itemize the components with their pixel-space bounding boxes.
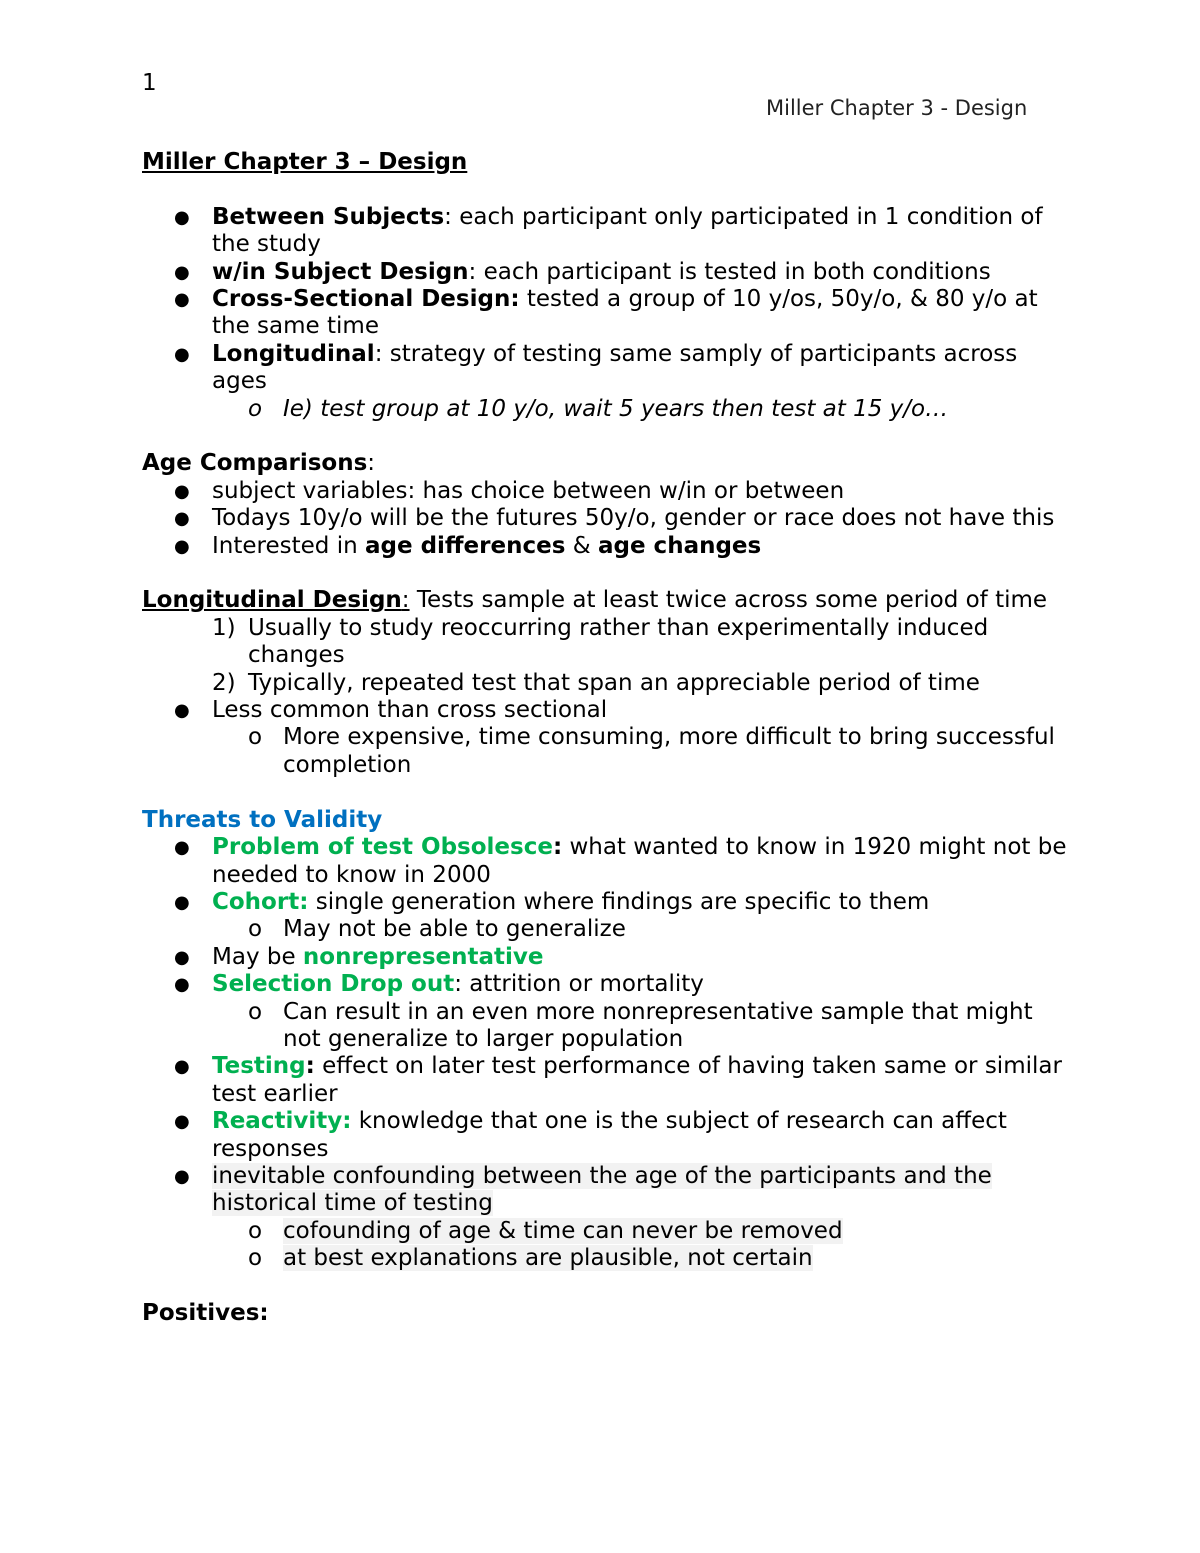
bullet-icon: ● [174,891,190,913]
page-number: 1 [142,70,157,96]
bullet-icon: ● [174,1111,190,1133]
bullet-icon: ● [174,508,190,530]
list-item: ● subject variables: has choice between w/in or between [174,477,845,504]
bullet-icon: ● [174,974,190,996]
list-item: ● Problem of test Obsolesce: what wanted to know in 1920 might not be needed to know in 2000 [174,834,1067,888]
sub-bullet-icon: o [248,724,263,751]
sub-bullet-icon: o [248,1217,263,1244]
sub-list-item: o Can result in an even more nonrepresentative sample that might not generalize to larger population [248,998,1033,1052]
section-heading-age: Age Comparisons: [142,450,376,477]
sub-bullet-icon: o [248,998,263,1025]
list-item: ● May be nonrepresentative [174,943,544,970]
section-heading-positives: Positives: [142,1299,269,1326]
sub-bullet-icon: o [248,916,263,943]
list-item: ● Interested in age differences & age changes [174,532,762,559]
list-item: ● w/in Subject Design: each participant is tested in both conditions [174,258,991,285]
running-header: Miller Chapter 3 - Design [766,96,1028,120]
sub-bullet-icon: o [248,395,263,422]
bullet-icon: ● [174,1056,190,1078]
bullet-icon: ● [174,261,190,283]
sub-list-item: o May not be able to generalize [248,916,626,943]
numbered-item: 2) Typically, repeated test that span an appreciable period of time [212,669,980,696]
list-item: ● Less common than cross sectional [174,697,608,724]
section-heading-threats: Threats to Validity [142,806,383,833]
list-item: ● Between Subjects: each participant only participated in 1 condition of the study [174,203,1043,258]
list-item: ● inevitable confounding between the age of the participants and the historical time of testing [174,1162,992,1217]
bullet-icon: ● [174,289,190,311]
list-item: ● Cross-Sectional Design: tested a group of 10 y/os, 50y/o, & 80 y/o at the same time [174,286,1038,340]
document-title: Miller Chapter 3 – Design [142,149,468,175]
bullet-icon: ● [174,343,190,365]
bullet-icon: ● [174,946,190,968]
bullet-icon: ● [174,206,190,228]
list-item: ● Reactivity: knowledge that one is the subject of research can affect responses [174,1108,1007,1162]
sub-bullet-icon: o [248,1245,263,1272]
bullet-icon: ● [174,480,190,502]
sub-list-item: o at best explanations are plausible, not certain [248,1245,813,1272]
sub-list-item: o More expensive, time consuming, more difficult to bring successful completion [248,724,1055,778]
list-item: ● Todays 10y/o will be the futures 50y/o, gender or race does not have this [174,505,1055,532]
section-heading-longitudinal: Longitudinal Design: Tests sample at least twice across some period of time [142,587,1048,614]
document-body [142,149,1072,1327]
bullet-icon: ● [174,1165,190,1187]
list-item: ● Cohort: single generation where findings are specific to them [174,888,930,915]
sub-list-item: o Ie) test group at 10 y/o, wait 5 years then test at 15 y/o… [248,395,949,422]
bullet-icon: ● [174,700,190,722]
bullet-icon: ● [174,535,190,557]
sub-list-item: o cofounding of age & time can never be removed [248,1217,843,1244]
list-item: ● Selection Drop out: attrition or mortality [174,971,704,998]
list-item: ● Testing: effect on later test performance of having taken same or similar test earlier [174,1053,1062,1107]
numbered-item: 1) Usually to study reoccurring rather than experimentally induced changes [212,614,989,669]
list-item: ● Longitudinal: strategy of testing same samply of participants across ages [174,340,1018,395]
bullet-icon: ● [174,837,190,859]
